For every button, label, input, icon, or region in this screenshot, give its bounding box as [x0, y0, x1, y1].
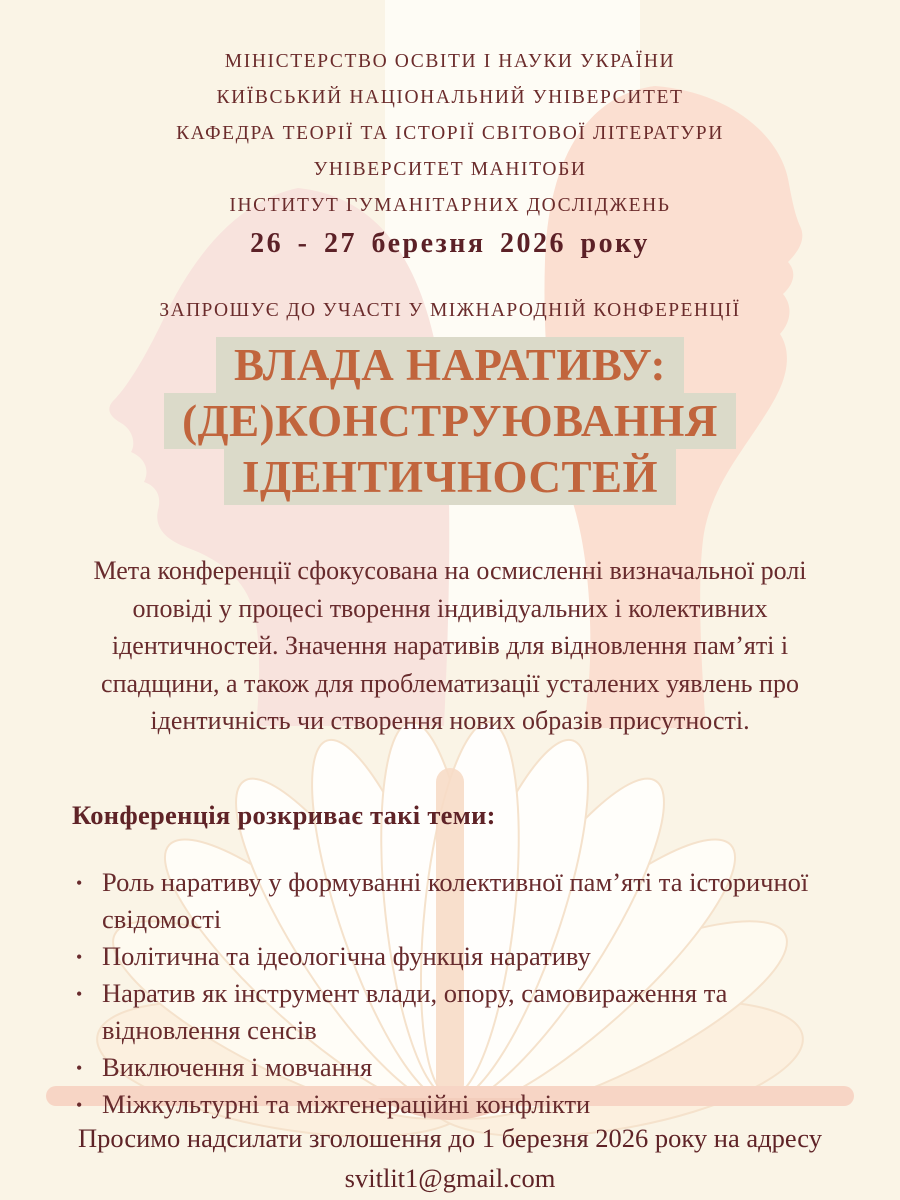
topic-item: • Виключення і мовчання: [72, 1049, 828, 1086]
organization-line: КИЇВСЬКИЙ НАЦІОНАЛЬНИЙ УНІВЕРСИТЕТ: [216, 87, 684, 108]
conference-dates: 26 - 27 березня 2026 року: [250, 228, 650, 259]
organization-line: МІНІСТЕРСТВО ОСВІТИ І НАУКИ УКРАЇНИ: [224, 51, 676, 72]
topic-item: • Міжкультурні та міжгенераційні конфлікти: [72, 1086, 828, 1123]
submission-note: Просимо надсилати зголошення до 1 березня 2026 року на адресу svitlit1@gmail.com: [78, 1123, 822, 1193]
topics-list: [72, 864, 828, 1123]
title-line-3: ІДЕНТИЧНОСТЕЙ: [224, 449, 676, 505]
topic-item: • Політична та ідеологічна функція наративу: [72, 938, 828, 975]
organization-line: КАФЕДРА ТЕОРІЇ ТА ІСТОРІЇ СВІТОВОЇ ЛІТЕРАТУРИ: [176, 123, 724, 144]
topic-item: • Роль наративу у формуванні колективної пам’яті та історичної свідомості: [72, 864, 828, 938]
organization-line: УНІВЕРСИТЕТ МАНІТОБИ: [313, 159, 587, 180]
invitation-line: ЗАПРОШУЄ ДО УЧАСТІ У МІЖНАРОДНІЙ КОНФЕРЕНЦІЇ: [159, 300, 741, 321]
conference-title: [0, 337, 900, 505]
organizations-block: [0, 44, 900, 224]
title-line-1: ВЛАДА НАРАТИВУ:: [216, 337, 684, 393]
topic-item: • Наратив як інструмент влади, опору, самовираження та відновлення сенсів: [72, 975, 828, 1049]
organization-line: ІНСТИТУТ ГУМАНІТАРНИХ ДОСЛІДЖЕНЬ: [229, 195, 671, 216]
conference-abstract: Мета конференції сфокусована на осмисленні визначальної ролі оповіді у процесі творення індивідуальних і колективних ідентичностей. Значення наративів для відновлення пам’яті і спадщини, а також для проблематизації усталених уявлень про ідентичність чи створення нових образів присутності.: [93, 556, 807, 735]
topics-heading: Конференція розкриває такі теми:: [72, 800, 496, 830]
title-line-2: (ДЕ)КОНСТРУЮВАННЯ: [164, 393, 736, 449]
